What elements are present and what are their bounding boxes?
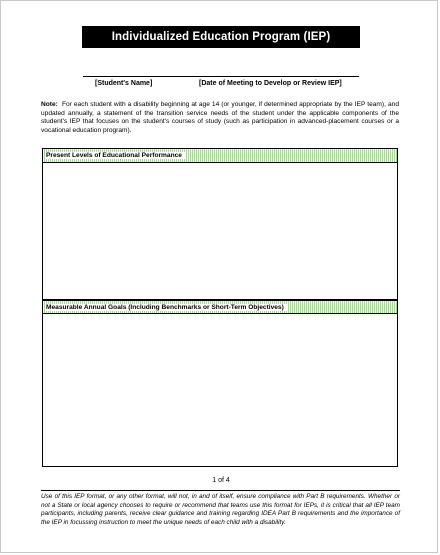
note-paragraph: [41, 101, 399, 135]
note-label: Note:: [41, 101, 58, 108]
student-name-label: [Student's Name]: [95, 80, 153, 87]
page-number: 1 of 4: [212, 477, 230, 484]
meeting-date-label: [Date of Meeting to Develop or Review IEP]: [199, 80, 342, 87]
footer-disclaimer: Use of this IEP format, or any other format, will not, in and of itself, ensure compliance with Part B requirements. Whether or not a State or local agency chooses to require or recommend that teams use this format for IEPs, it is critical that all IEP team participants, including parents, receive clear guidance and training regarding IDEA Part B requirements and the importance of the IEP in focussing instruction to meet the unique needs of each child with a disability.: [41, 493, 400, 526]
annual-goals-heading-text: Measurable Annual Goals (Including Benchmarks or Short-Term Objectives): [46, 304, 287, 311]
present-levels-heading-text: Present Levels of Educational Performance: [46, 152, 185, 159]
note-text: For each student with a disability beginning at age 14 (or younger, if determined appropriate by the IEP team), and updated annually, a statement of the transition service needs of the student under the applicable components of the student's IEP that focuses on the student's courses of study (such as participation in advanced-placement courses or a vocational education program).: [41, 101, 399, 134]
annual-goals-section: [42, 300, 398, 467]
present-levels-section: [42, 148, 398, 300]
annual-goals-heading: [43, 300, 397, 314]
annual-goals-content-area[interactable]: [43, 314, 397, 465]
present-levels-content-area[interactable]: [43, 163, 397, 299]
present-levels-heading: [43, 149, 397, 163]
signature-line: [83, 76, 359, 77]
footer-divider: [41, 490, 400, 491]
document-title: Individualized Education Program (IEP): [82, 26, 360, 48]
